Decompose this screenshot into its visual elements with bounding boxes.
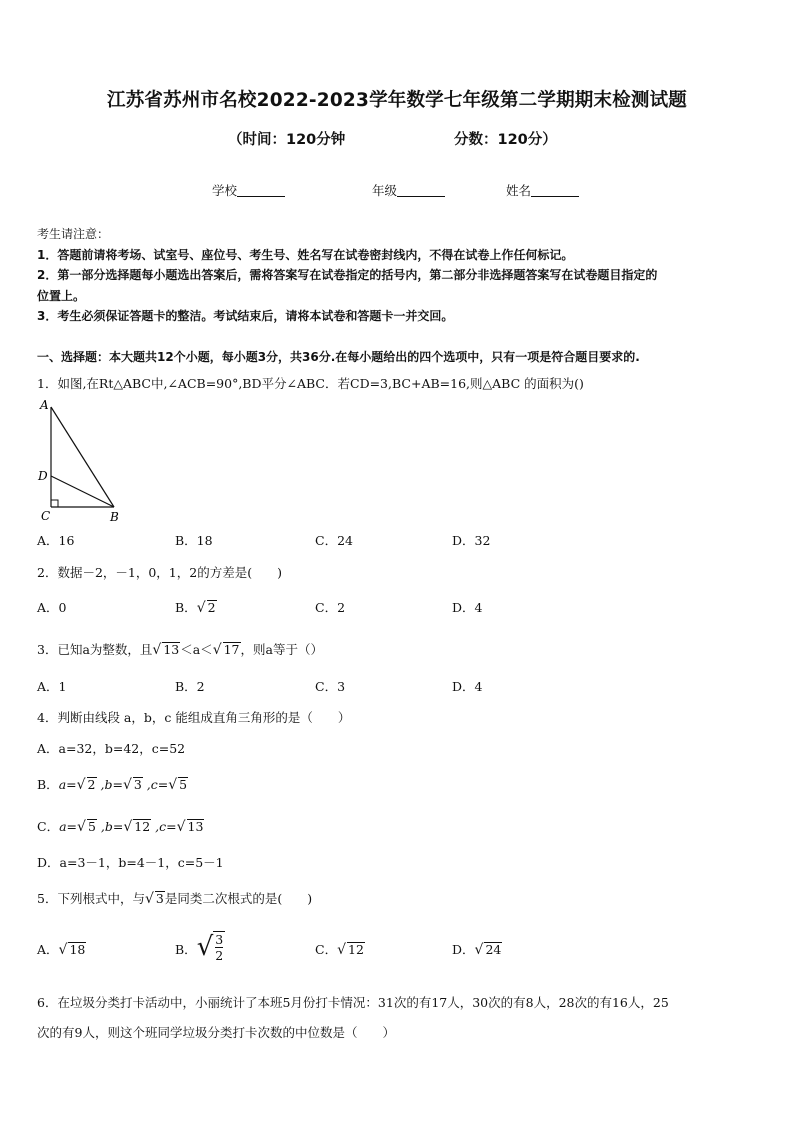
option-prefix: B． (37, 777, 59, 792)
var-a: a= (59, 819, 78, 834)
q5-option-b[interactable] (175, 927, 225, 967)
radicand: 13 (187, 819, 204, 834)
section-heading: 一、选择题：本大题共12个小题，每小题3分，共36分.在每小题给出的四个选项中，只有一项是符合题目要求的. (37, 350, 640, 364)
q4-option-d[interactable]: D．a=3－1，b=4－1，c=5－1 (37, 855, 224, 870)
var-a: a= (58, 777, 77, 792)
option-prefix: C． (315, 942, 338, 957)
q3-mid: ＜a＜ (180, 642, 213, 657)
q1-option-d[interactable]: D．32 (452, 533, 491, 548)
q6-stem (37, 988, 759, 1048)
var-c: ,c= (151, 819, 177, 834)
sqrt-sign: √ (152, 642, 162, 658)
sqrt-sign: √ (123, 819, 133, 835)
sqrt-sign: √ (176, 819, 186, 835)
grade-blank (397, 184, 445, 197)
radicand: 18 (69, 942, 86, 957)
q4-option-c[interactable] (37, 817, 204, 835)
notes-block (37, 224, 762, 327)
q3-stem (37, 640, 323, 658)
sqrt-sign: √ (58, 942, 68, 958)
option-prefix: B． (175, 942, 197, 957)
q5-prefix: 5．下列根式中，与 (37, 891, 145, 906)
radicand: 12 (348, 942, 364, 957)
option-prefix: D． (452, 942, 475, 957)
label-b: B (110, 510, 119, 524)
q3-option-d[interactable]: D．4 (452, 679, 483, 694)
notes-heading: 考生请注意： (37, 227, 110, 241)
q6-line: 6．在垃圾分类打卡活动中，小丽统计了本班5月份打卡情况：31次的有17人，30次的有8人，28次的有16人，25 (37, 995, 669, 1010)
sqrt-sign: √ (196, 932, 214, 962)
radicand: 13 (163, 642, 180, 657)
var-b: ,b= (96, 819, 124, 834)
radicand: 17 (223, 642, 240, 657)
option-prefix: B． (175, 600, 197, 615)
q5-option-d[interactable] (452, 940, 502, 958)
q5-option-c[interactable] (315, 940, 365, 958)
option-prefix: A． (37, 942, 59, 957)
q4-stem: 4．判断由线段 a，b，c 能组成直角三角形的是（ ） (37, 710, 351, 725)
q5-option-a[interactable] (37, 940, 86, 958)
q2-option-c[interactable]: C．2 (315, 600, 346, 615)
school-field (212, 181, 285, 199)
q3-prefix: 3．已知a为整数，且 (37, 642, 153, 657)
q2-option-d[interactable]: D．4 (452, 600, 483, 615)
q3-suffix: ，则a等于（） (240, 642, 323, 657)
label-c: C (41, 509, 51, 523)
q5-stem (37, 889, 312, 907)
name-label: 姓名 (506, 183, 532, 198)
name-blank (531, 184, 579, 197)
q4-option-b[interactable] (37, 775, 188, 793)
grade-field (372, 181, 445, 199)
q1-triangle-figure (36, 396, 126, 526)
q3-option-b[interactable]: B．2 (175, 679, 205, 694)
school-label: 学校 (212, 183, 238, 198)
note-item: 位置上。 (37, 288, 86, 303)
fraction-numerator: 3 (215, 932, 224, 947)
sqrt-sign: √ (144, 891, 154, 907)
sqrt-sign: √ (337, 942, 346, 958)
name-field (506, 181, 579, 199)
label-d: D (38, 469, 48, 483)
radicand: 3 (155, 891, 164, 906)
sqrt-sign: √ (474, 942, 484, 958)
var-c: ,c= (142, 777, 169, 792)
radicand: 2 (207, 600, 216, 615)
q1-stem: 1．如图,在Rt△ABC中,∠ACB=90°,BD平分∠ABC．若CD=3,BC+AB=16,则△ABC 的面积为() (37, 376, 584, 391)
time-limit: （时间：120分钟 (228, 132, 346, 148)
q5-suffix: 是同类二次根式的是( ) (164, 891, 313, 906)
total-score: 分数：120分） (454, 132, 557, 148)
option-prefix: C． (37, 819, 60, 834)
sqrt-sign: √ (212, 642, 222, 658)
sqrt-sign: √ (196, 600, 206, 616)
var-b: ,b= (96, 777, 123, 792)
q3-option-c[interactable]: C．3 (315, 679, 346, 694)
sqrt-sign: √ (168, 777, 178, 793)
radicand: 5 (179, 777, 188, 792)
sqrt-sign: √ (122, 777, 132, 793)
right-angle-mark (51, 500, 58, 507)
page-title: 江苏省苏州市名校2022-2023学年数学七年级第二学期期末检测试题 (107, 90, 687, 111)
note-item: 2．第一部分选择题每小题选出答案后，需将答案写在试卷指定的括号内，第二部分非选择题答案写在试卷题目指定的 (37, 268, 658, 282)
sqrt-fraction (197, 927, 226, 967)
q1-option-c[interactable]: C．24 (315, 533, 353, 548)
q2-stem: 2．数据－2，－1，0，1，2的方差是( ) (37, 565, 282, 580)
q3-option-a[interactable]: A．1 (37, 679, 67, 694)
q6-line: 次的有9人，则这个班同学垃圾分类打卡次数的中位数是（ ） (37, 1025, 395, 1040)
q2-option-b[interactable] (175, 598, 217, 616)
school-blank (237, 184, 285, 197)
radicand: 5 (87, 819, 96, 834)
q2-option-a[interactable]: A．0 (37, 600, 67, 615)
q1-option-a[interactable]: A．16 (37, 533, 75, 548)
note-item: 3．考生必须保证答题卡的整洁。考试结束后，请将本试卷和答题卡一并交回。 (37, 309, 454, 323)
radicand: 24 (485, 942, 502, 957)
q4-option-a[interactable]: A．a=32，b=42，c=52 (37, 741, 186, 756)
label-a: A (40, 398, 49, 412)
radicand: 12 (134, 819, 151, 834)
sqrt-sign: √ (76, 777, 86, 793)
note-item: 1．答题前请将考场、试室号、座位号、考生号、姓名写在试卷密封线内，不得在试卷上作任何标记。 (37, 247, 574, 262)
radicand: 3 (133, 777, 142, 792)
fraction-denominator: 2 (215, 948, 224, 963)
sqrt-sign: √ (77, 819, 86, 835)
grade-label: 年级 (372, 183, 398, 198)
q1-option-b[interactable]: B．18 (175, 533, 213, 548)
radicand: 2 (87, 777, 96, 792)
